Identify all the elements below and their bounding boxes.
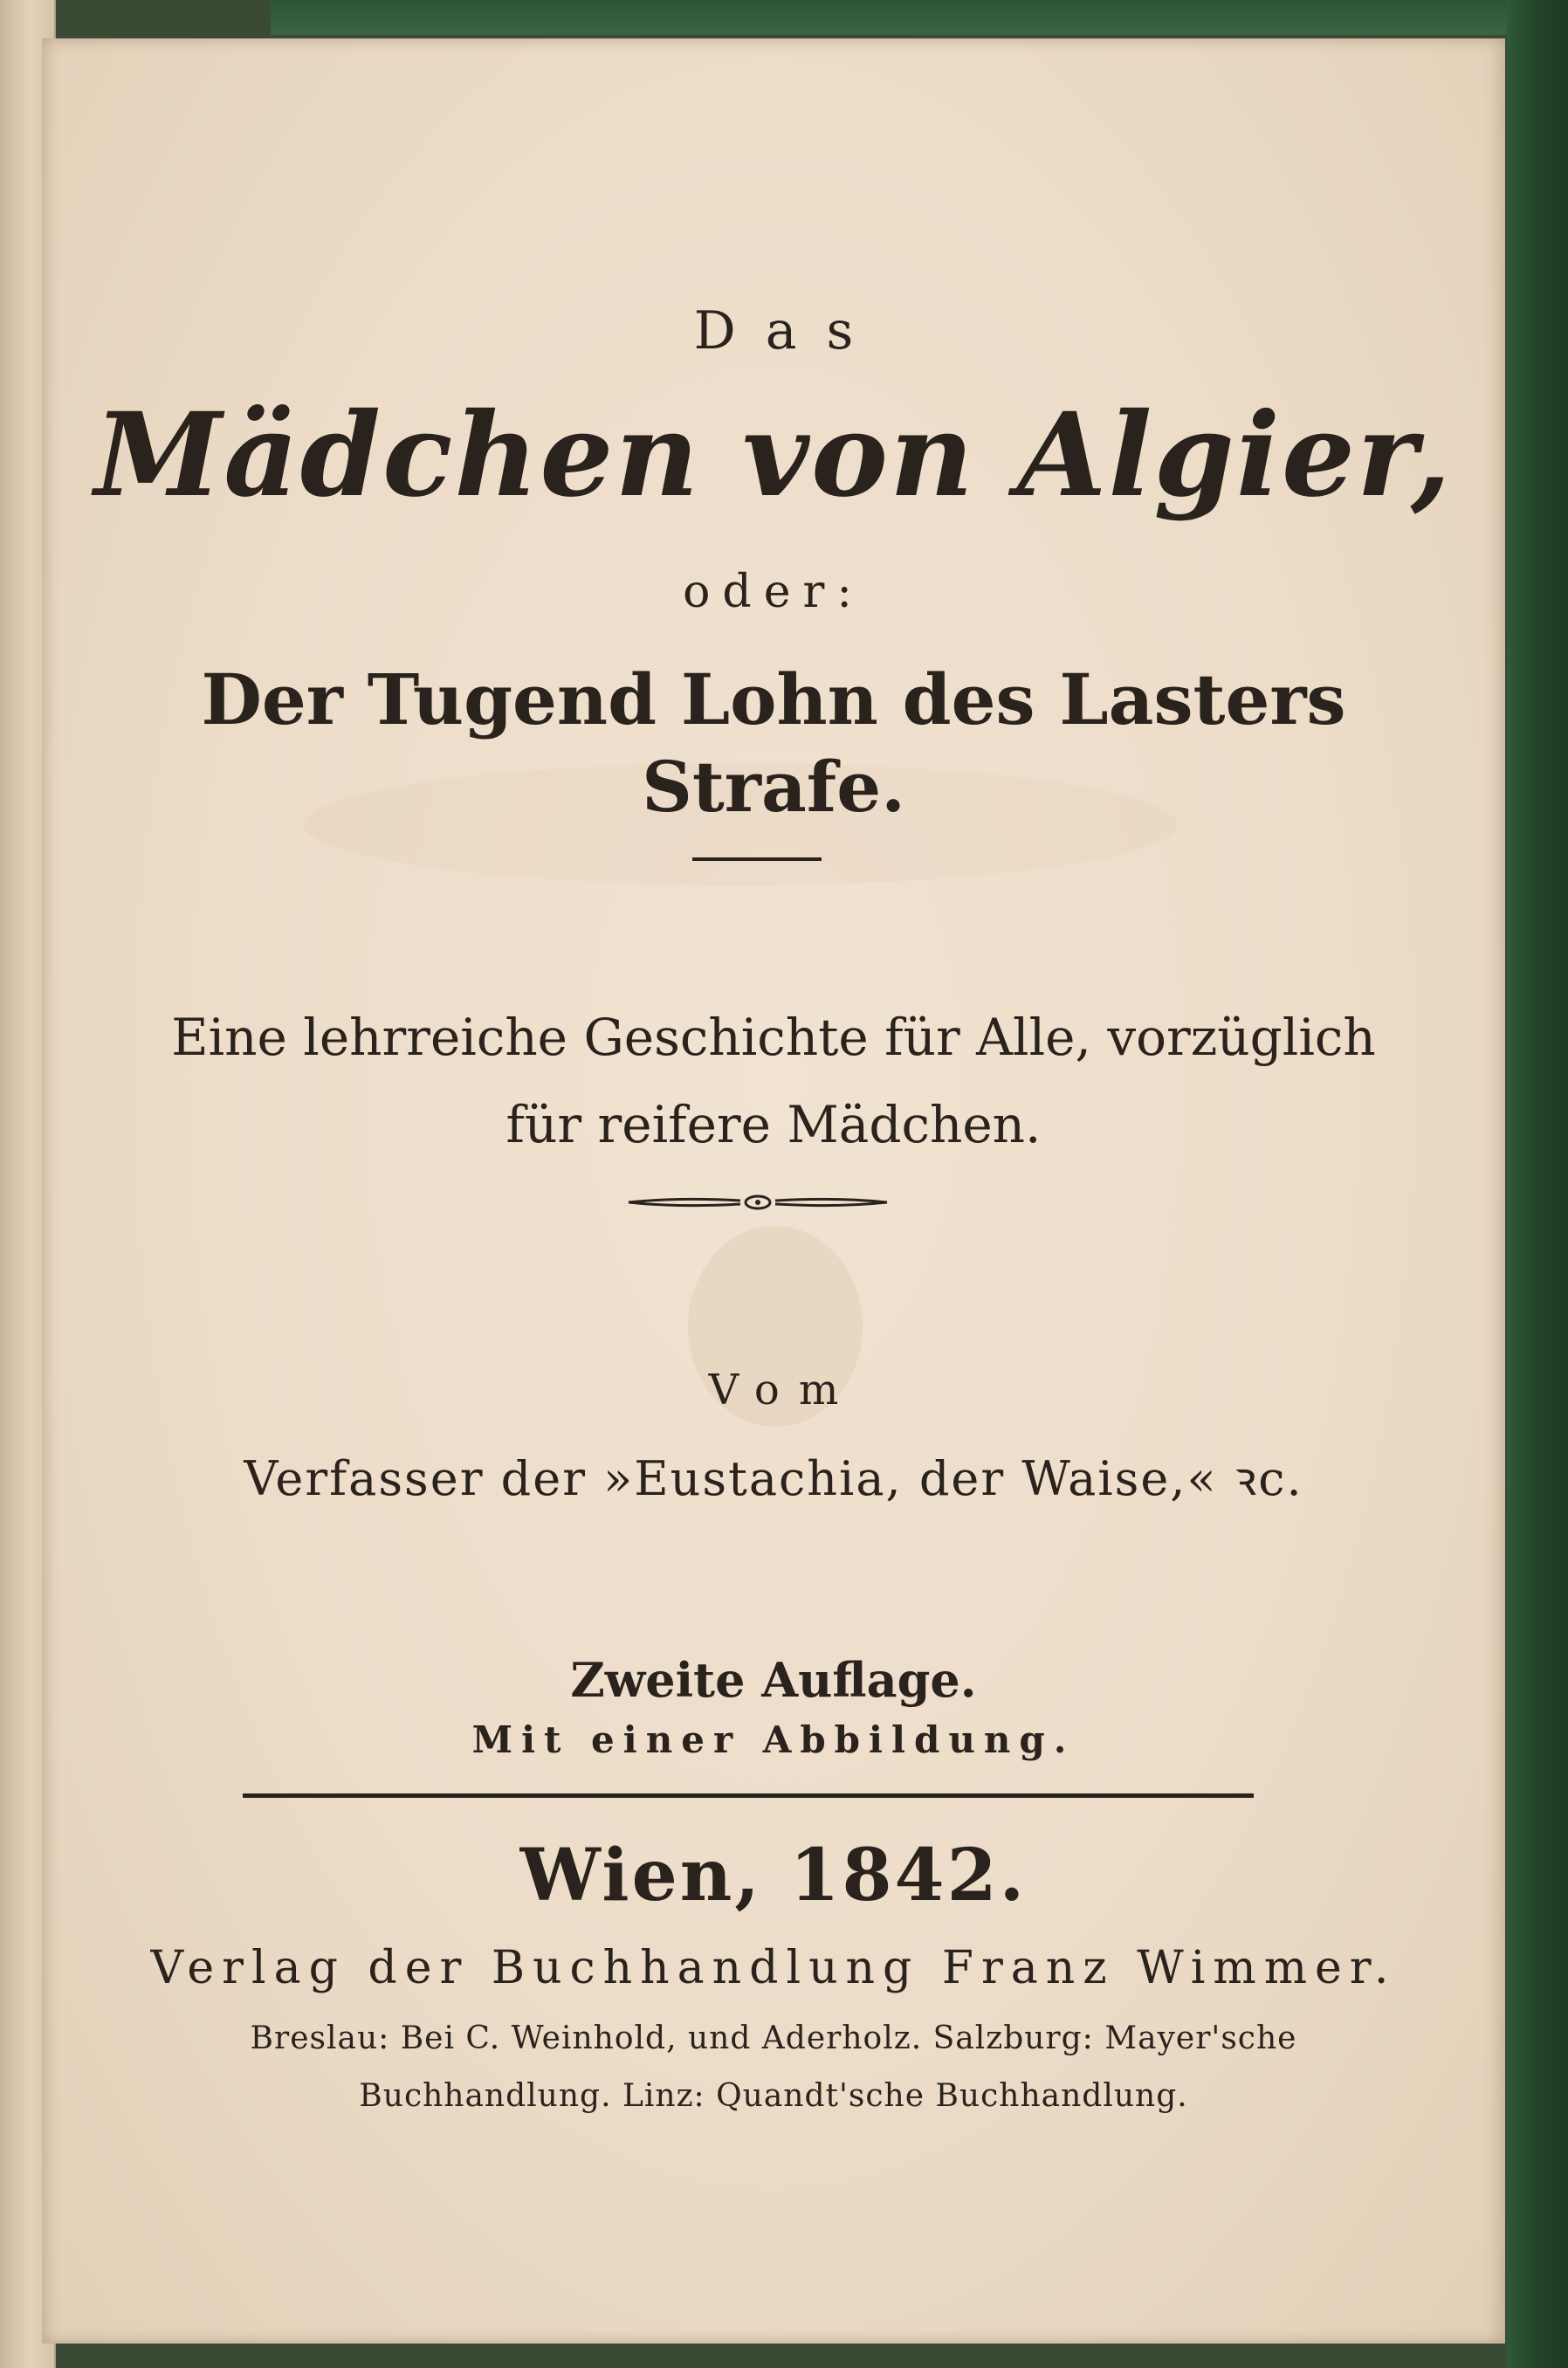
ornamental-divider: [627, 1189, 889, 1215]
subtitle-line-1: Der Tugend Lohn des Lasters: [201, 658, 1346, 740]
distributors-line-2: Buchhandlung. Linz: Quandt'sche Buchhandlung.: [359, 2078, 1188, 2114]
title-page: [42, 38, 1505, 2344]
author-line: Verfasser der »Eustachia, der Waise,« ꝛc.: [244, 1451, 1303, 1506]
distributors-line-1: Breslau: Bei C. Weinhold, und Aderholz. Salzburg: Mayer'sche: [250, 2020, 1297, 2056]
book-cover-edge: [1507, 0, 1568, 2368]
divider-rule-long: [243, 1793, 1254, 1798]
divider-rule-short: [692, 857, 822, 861]
edition-line: Zweite Auflage.: [570, 1652, 977, 1708]
description-line-2: für reifere Mädchen.: [505, 1095, 1042, 1154]
book-cover-top-edge: [271, 0, 1568, 35]
subtitle-line-2: Strafe.: [642, 746, 905, 828]
by-line: Vom: [708, 1366, 858, 1415]
illustration-note: Mit einer Abbildung.: [471, 1718, 1076, 1761]
place-year: Wien, 1842.: [519, 1834, 1028, 1917]
title-connector: oder:: [683, 566, 864, 618]
publisher-line: Verlag der Buchhandlung Franz Wimmer.: [150, 1942, 1397, 1994]
title-article: Das: [693, 300, 884, 361]
main-title: Mädchen von Algier,: [94, 388, 1453, 523]
description-line-1: Eine lehrreiche Geschichte für Alle, vorzüglich: [171, 1008, 1376, 1067]
